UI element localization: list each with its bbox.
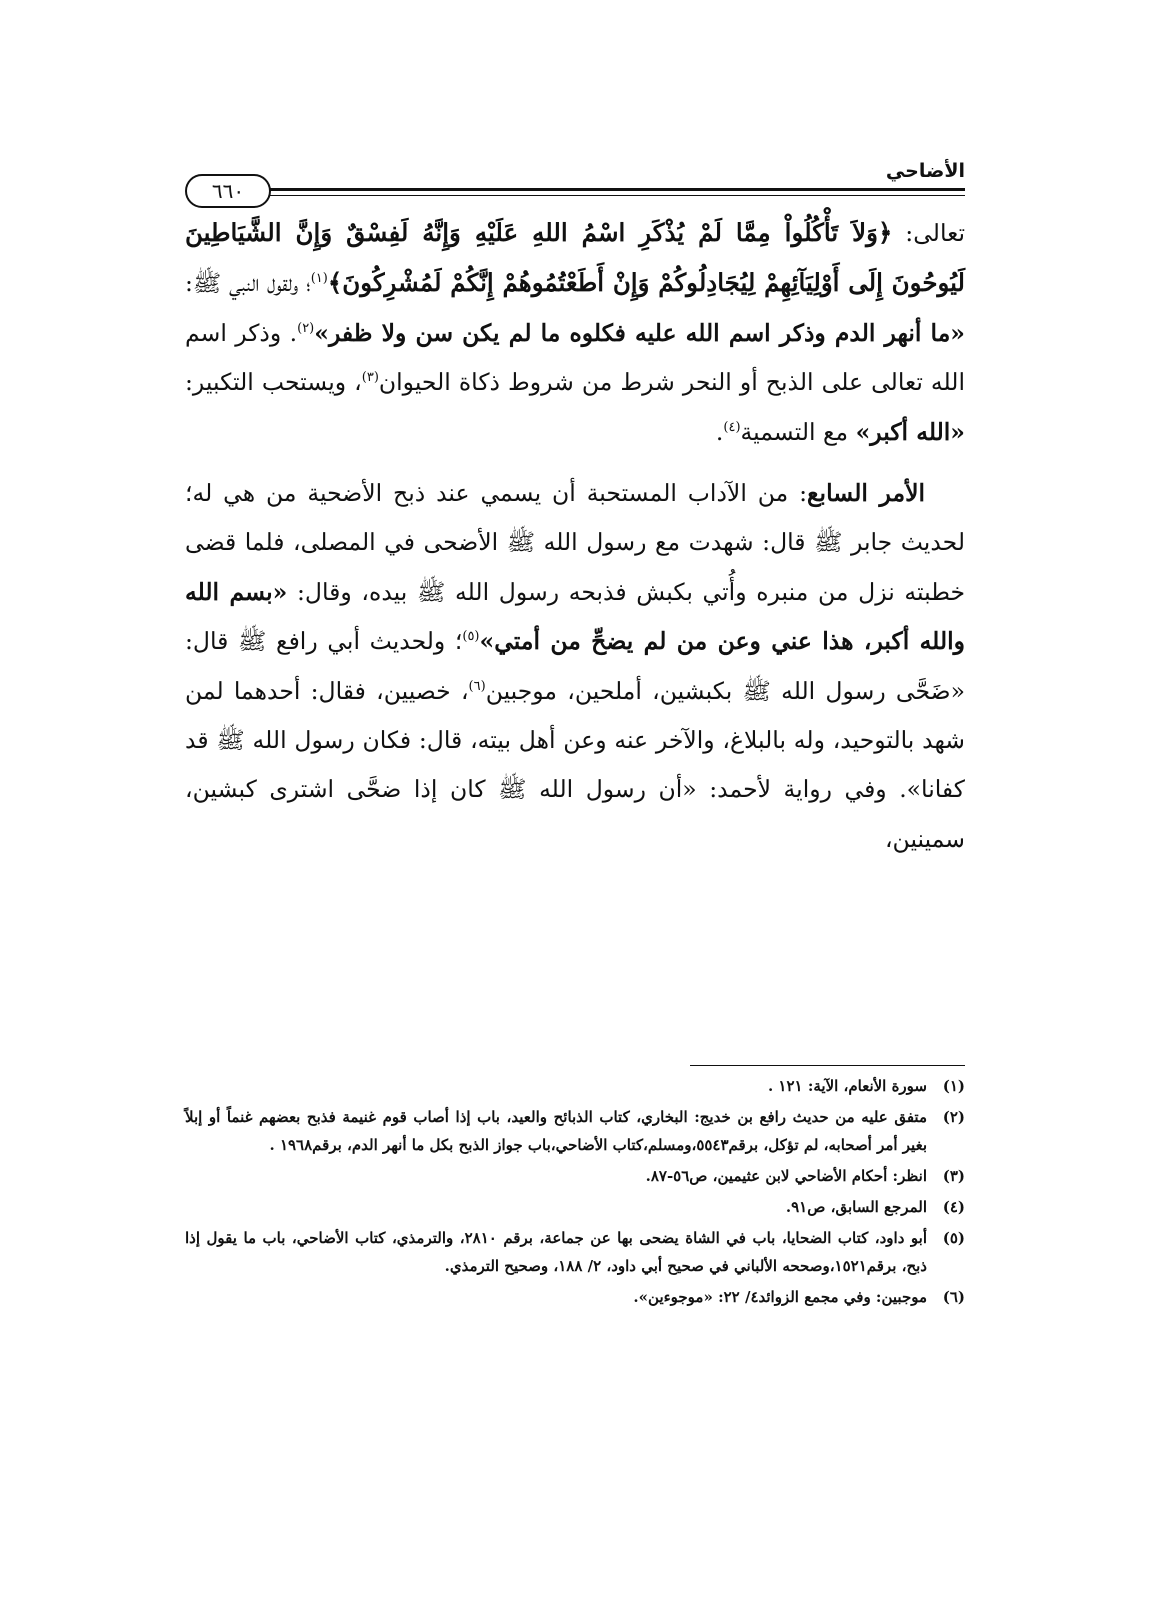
- text-span: . وذكر اسم الله تعالى على الذبح أو النحر شرط من شروط ذكاة الحيوان: [185, 318, 965, 397]
- footnote-text: سورة الأنعام، الآية: ١٢١ .: [767, 1077, 927, 1095]
- footnote-ref: (٤): [723, 419, 741, 435]
- footnote-4: [185, 1193, 965, 1221]
- footnote-text: موجبين: وفي مجمع الزوائد٤/ ٢٢: «موجوءين».: [633, 1288, 927, 1306]
- text-span: ، ويستحب التكبير:: [185, 368, 362, 397]
- footnote-5: [185, 1224, 965, 1280]
- footnote-text: انظر: أحكام الأضاحي لابن عثيمين، ص٥٦-٨٧.: [645, 1167, 927, 1185]
- footnote-3: [185, 1162, 965, 1190]
- section-heading: الأمر السابع: [807, 479, 926, 508]
- footnote-number: (١): [942, 1077, 965, 1095]
- text-span: ، خصيين، فقال: أحدهما لمن شهد بالتوحيد، وله بالبلاغ، والآخر عنه وعن أهل بيته، قال: فكان رسول الله ﷺ قد كفانا». وفي رواية لأحمد: «أن رسول الله ﷺ كان إذا ضحَّى اشترى كبشين، سمينين،: [185, 676, 965, 853]
- page-header: [185, 160, 965, 210]
- footnote-number: (٣): [942, 1167, 965, 1185]
- hadith-quote: «ما أنهر الدم وذكر اسم الله عليه فكلوه ما لم يكن سن ولا ظفر»: [314, 318, 965, 347]
- paragraph-2: [185, 469, 965, 864]
- text-span: مع التسمية: [740, 417, 856, 446]
- text-span: ؛ ولقول النبي ﷺ:: [185, 269, 311, 298]
- main-text: [185, 208, 965, 864]
- footnote-2: [185, 1103, 965, 1159]
- footnote-ref: (٢): [297, 320, 315, 336]
- footnote-text: متفق عليه من حديث رافع بن خديج: البخاري، كتاب الذبائح والعيد، باب إذا أصاب قوم غنيمة فذبح بعضهم غنماً أو إبلاً بغير أمر أصحابه، لم تؤكل، برقم٥٥٤٣،ومسلم،كتاب الأضاحي،باب جواز الذبح بكل ما أنهر الدم، برقم١٩٦٨ .: [185, 1108, 927, 1154]
- quran-verse: ﴿وَلاَ تَأْكُلُواْ مِمَّا لَمْ يُذْكَرِ اسْمُ اللهِ عَلَيْهِ وَإِنَّهُ لَفِسْقٌ وَإِنَّ الشَّيَاطِينَ لَيُوحُونَ إِلَى أَوْلِيَآئِهِمْ لِيُجَادِلُوكُمْ وَإِنْ أَطَعْتُمُوهُمْ إِنَّكُمْ لَمُشْرِكُونَ﴾: [185, 218, 965, 298]
- footnote-6: [185, 1283, 965, 1311]
- footnote-text: أبو داود، كتاب الضحايا، باب في الشاة يضحى بها عن جماعة، برقم ٢٨١٠، والترمذي، كتاب الأضاحي، باب ما يقول إذا ذبح، برقم١٥٢١،وصححه الألباني في صحيح أبي داود، ٢/ ١٨٨، وصحيح الترمذي.: [185, 1229, 927, 1275]
- footnote-ref: (٥): [462, 629, 480, 645]
- footnote-number: (٦): [942, 1288, 965, 1306]
- footnote-ref: (٦): [468, 678, 486, 694]
- footnote-number: (٢): [942, 1108, 965, 1126]
- header-rule-thin: [270, 195, 965, 196]
- text-span: تعالى:: [892, 219, 965, 247]
- footnote-text: المرجع السابق، ص٩١.: [785, 1198, 927, 1216]
- takbir-quote: «الله أكبر»: [855, 417, 965, 446]
- header-rule-thick: [270, 188, 965, 191]
- footnotes: [185, 1072, 965, 1314]
- footnote-number: (٥): [942, 1229, 965, 1247]
- page-number: ٦٦٠: [185, 174, 271, 208]
- footnote-ref: (٣): [361, 370, 379, 386]
- paragraph-1: [185, 208, 965, 457]
- text-span: ؛ ولحديث أبي رافع ﷺ قال: «ضَحَّى رسول الله ﷺ بكبشين، أملحين، موجبين: [185, 627, 966, 705]
- running-title: الأضاحي: [885, 160, 965, 182]
- footnote-1: [185, 1072, 965, 1100]
- hadith-quote: «بسم الله والله أكبر، هذا عني وعن من لم يضحِّ من أمتي»: [185, 577, 965, 656]
- footnote-number: (٤): [942, 1198, 965, 1216]
- footnote-divider: [690, 1065, 965, 1066]
- footnote-ref: (١): [310, 271, 328, 287]
- text-span: .: [715, 417, 724, 446]
- text-span: : من الآداب المستحبة أن يسمي عند ذبح الأضحية من هي له؛ لحديث جابر ﷺ قال: شهدت مع رسول الله ﷺ الأضحى في المصلى، فلما قضى خطبته نزل من منبره وأُتي بكبش فذبحه رسول الله ﷺ بيده، وقال:: [185, 479, 966, 606]
